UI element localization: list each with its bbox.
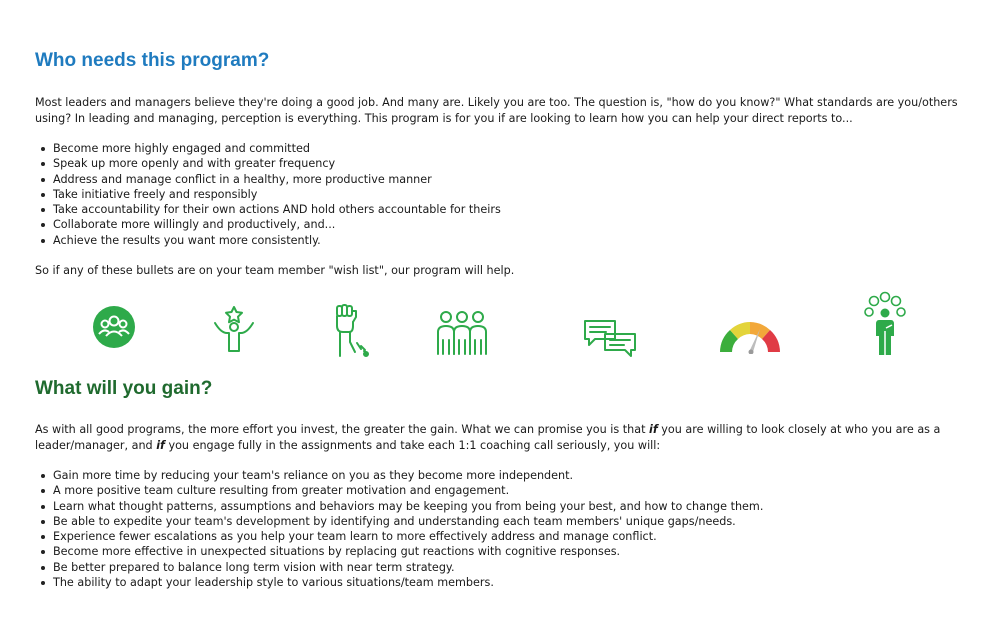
list-item: The ability to adapt your leadership style to various situations/team members. (53, 575, 763, 590)
list-item: Address and manage conflict in a healthy, more productive manner (53, 172, 501, 187)
list-item: Become more highly engaged and committed (53, 141, 501, 156)
list-item: Take initiative freely and responsibly (53, 187, 501, 202)
gauge-meter-icon (718, 318, 782, 354)
emphasis-if: if (156, 439, 165, 452)
list-item: A more positive team culture resulting from greater motivation and engagement. (53, 483, 763, 498)
list-item: Be able to expedite your team's development by identifying and understanding each team members' unique gaps/needs. (53, 514, 763, 529)
thinking-person-icon (862, 291, 908, 357)
list-item: Be better prepared to balance long term vision with near term strategy. (53, 560, 763, 575)
team-circle-icon (92, 305, 136, 349)
intro-text-part: you are willing to look closely at who you are as a leader/manager, and (35, 423, 941, 452)
list-item: Collaborate more willingly and productively, and... (53, 217, 501, 232)
list-item: Speak up more openly and with greater frequency (53, 156, 501, 171)
section-heading-what-gain: What will you gain? (35, 378, 213, 399)
gain-intro-paragraph (35, 422, 965, 454)
raised-fist-icon (333, 303, 373, 359)
list-item: Take accountability for their own actions AND hold others accountable for theirs (53, 203, 501, 217)
list-item: Gain more time by reducing your team's reliance on you as they become more independent. (53, 468, 763, 483)
emphasis-if: if (649, 423, 658, 436)
group-of-people-icon (434, 310, 490, 356)
section-heading-who-needs: Who needs this program? (35, 50, 270, 71)
star-achiever-icon (212, 305, 256, 353)
gain-bullet-list (35, 468, 763, 590)
closing-paragraph: So if any of these bullets are on your team member "wish list", our program will help. (35, 264, 515, 277)
who-needs-bullet-list (35, 141, 501, 248)
intro-text-part: As with all good programs, the more effort you invest, the greater the gain. What we can promise you is that (35, 423, 650, 436)
chat-bubbles-icon (583, 318, 637, 358)
list-item: Become more effective in unexpected situations by replacing gut reactions with cognitive responses. (53, 544, 763, 559)
intro-text-part: you engage fully in the assignments and take each 1:1 coaching call seriously, you will: (164, 439, 661, 452)
list-item: Experience fewer escalations as you help your team learn to more effectively address and manage conflict. (53, 529, 763, 544)
list-item: Achieve the results you want more consistently. (53, 233, 501, 248)
list-item: Learn what thought patterns, assumptions and behaviors may be keeping you from being your best, and how to change them. (53, 499, 764, 513)
intro-paragraph: Most leaders and managers believe they're doing a good job. And many are. Likely you are too. The question is, "how do you know?" What standards are you/others using? In leading and managing, perception is everything. This program is for you if are looking to learn how you can help your direct reports to... (35, 96, 958, 125)
